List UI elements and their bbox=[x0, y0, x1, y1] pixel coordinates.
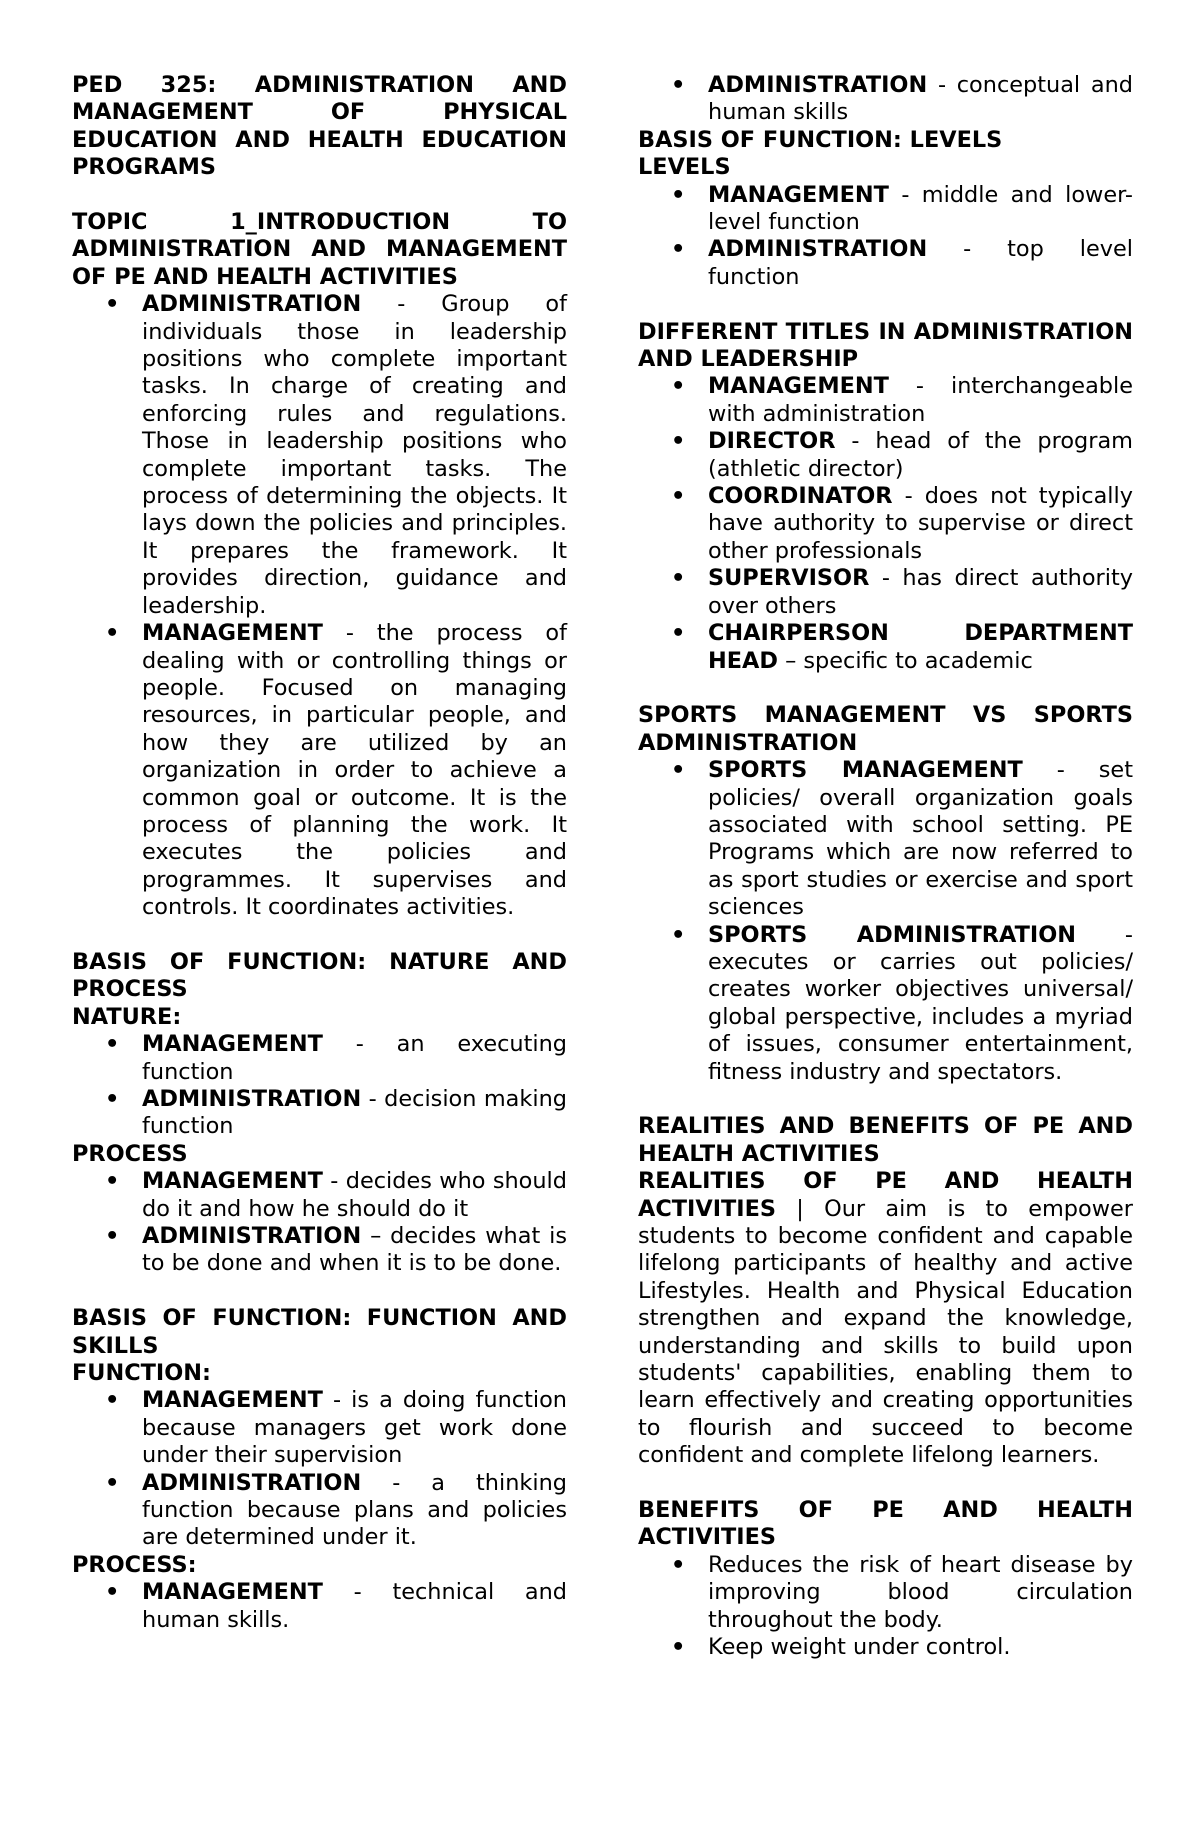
bullet-icon: • bbox=[671, 1634, 686, 1661]
bullet-icon: • bbox=[671, 236, 686, 263]
right-column bbox=[638, 72, 1133, 1662]
list-item: • ADMINISTRATION - top level function bbox=[671, 236, 1133, 290]
realities-paragraph: REALITIES OF PE AND HEALTH ACTIVITIES | Our aim is to empower students to become confident and capable lifelong participants of healthy and active Lifestyles. Health and Physical Education strengthen and expand the knowledge, understanding and skills to build upon students' capabilities, enabling them to learn effectively and creating opportunities to flourish and succeed to become confident and complete lifelong learners. bbox=[638, 1168, 1133, 1469]
bullet-icon: • bbox=[671, 565, 686, 592]
list-item: • DIRECTOR - head of the program (athletic director) bbox=[671, 428, 1133, 482]
topic-title: TOPIC 1_INTRODUCTION TO ADMINISTRATION AND MANAGEMENT OF PE AND HEALTH ACTIVITIES bbox=[72, 209, 567, 290]
list-item: • ADMINISTRATION - conceptual and human skills bbox=[671, 72, 1133, 126]
sports-list bbox=[638, 757, 1133, 1086]
list-item: • MANAGEMENT - technical and human skills. bbox=[105, 1579, 567, 1633]
bullet-icon: • bbox=[105, 1469, 120, 1496]
bullet-icon: • bbox=[105, 1168, 120, 1195]
subsection-label: PROCESS bbox=[72, 1140, 188, 1167]
bullet-icon: • bbox=[671, 72, 686, 98]
list-item: • MANAGEMENT - the process of dealing with or controlling things or people. Focused on managing resources, in particular people, and how they are utilized by an organization in order to achieve a common goal or outcome. It is the process of planning the work. It executes the policies and programmes. It supervises and controls. It coordinates activities. bbox=[105, 620, 567, 921]
list-item: • CHAIRPERSON DEPARTMENT HEAD – specific to academic bbox=[671, 620, 1133, 674]
list-item: • SUPERVISOR - has direct authority over others bbox=[671, 565, 1133, 619]
list-item: • ADMINISTRATION – decides what is to be done and when it is to be done. bbox=[105, 1223, 567, 1277]
bullet-icon: • bbox=[105, 1223, 120, 1250]
section-heading: BENEFITS OF PE AND HEALTH ACTIVITIES bbox=[638, 1497, 1133, 1551]
list-item: • SPORTS MANAGEMENT - set policies/ overall organization goals associated with school setting. PE Programs which are now referred to as sport studies or exercise and sport sciences bbox=[671, 757, 1133, 921]
list-item: • MANAGEMENT - interchangeable with administration bbox=[671, 373, 1133, 427]
bullet-icon: • bbox=[671, 1551, 686, 1578]
list-item: • Keep weight under control. bbox=[671, 1634, 1011, 1661]
titles-list bbox=[638, 373, 1133, 674]
process2-list bbox=[72, 1579, 567, 1634]
list-item: • SPORTS ADMINISTRATION - executes or carries out policies/ creates worker objectives universal/ global perspective, includes a myriad of issues, consumer entertainment, fitness industry and spectators. bbox=[671, 921, 1133, 1085]
process2-continued-list bbox=[638, 72, 1133, 127]
process-list bbox=[72, 1168, 567, 1278]
bullet-icon: • bbox=[671, 428, 686, 455]
list-item: • ADMINISTRATION - decision making function bbox=[105, 1086, 567, 1140]
section-heading: BASIS OF FUNCTION: FUNCTION AND SKILLS bbox=[72, 1305, 567, 1359]
bullet-icon: • bbox=[671, 373, 686, 400]
levels-list bbox=[638, 182, 1133, 292]
bullet-icon: • bbox=[105, 620, 120, 647]
nature-list bbox=[72, 1031, 567, 1141]
left-column bbox=[72, 72, 567, 1634]
function-list bbox=[72, 1387, 567, 1551]
list-item: • COORDINATOR - does not typically have authority to supervise or direct other professionals bbox=[671, 483, 1133, 564]
bullet-icon: • bbox=[671, 483, 686, 510]
list-item: • MANAGEMENT - middle and lower-level function bbox=[671, 181, 1133, 236]
section-heading: SPORTS MANAGEMENT VS SPORTS ADMINISTRATION bbox=[638, 702, 1133, 756]
subsection-label: PROCESS: bbox=[72, 1551, 197, 1578]
subsection-label: FUNCTION: bbox=[72, 1360, 211, 1387]
list-item: • Reduces the risk of heart disease by improving blood circulation throughout the body. bbox=[671, 1551, 1133, 1633]
bullet-icon: • bbox=[671, 620, 686, 647]
bullet-icon: • bbox=[105, 1387, 120, 1414]
topic-list bbox=[72, 291, 567, 921]
list-item: • ADMINISTRATION - a thinking function because plans and policies are determined under it. bbox=[105, 1469, 567, 1551]
section-heading: BASIS OF FUNCTION: NATURE AND PROCESS bbox=[72, 948, 567, 1003]
list-item: • ADMINISTRATION - Group of individuals those in leadership positions who complete important tasks. In charge of creating and enforcing rules and regulations. Those in leadership positions who complete important tasks. The process of determining the objects. It lays down the policies and principles. It prepares the framework. It provides direction, guidance and leadership. bbox=[105, 291, 567, 619]
section-heading: DIFFERENT TITLES IN ADMINISTRATION AND LEADERSHIP bbox=[638, 318, 1133, 373]
bullet-icon: • bbox=[671, 181, 686, 208]
list-item: • MANAGEMENT - decides who should do it and how he should do it bbox=[105, 1168, 567, 1222]
bullet-icon: • bbox=[105, 1031, 120, 1058]
benefits-list bbox=[638, 1552, 1133, 1662]
subsection-label: NATURE: bbox=[72, 1003, 182, 1030]
subsection-label: LEVELS bbox=[638, 154, 731, 181]
list-item: • MANAGEMENT - an executing function bbox=[105, 1031, 567, 1085]
document-title: PED 325: ADMINISTRATION AND MANAGEMENT OF PHYSICAL EDUCATION AND HEALTH EDUCATION PROGRAMS bbox=[72, 72, 567, 181]
bullet-icon: • bbox=[105, 1579, 120, 1606]
bullet-icon: • bbox=[671, 757, 686, 784]
bullet-icon: • bbox=[105, 291, 120, 318]
section-heading: BASIS OF FUNCTION: LEVELS bbox=[638, 126, 1003, 153]
bullet-icon: • bbox=[105, 1086, 120, 1112]
section-heading: REALITIES AND BENEFITS OF PE AND HEALTH ACTIVITIES bbox=[638, 1113, 1133, 1167]
bullet-icon: • bbox=[671, 921, 686, 948]
list-item: • MANAGEMENT - is a doing function because managers get work done under their supervision bbox=[105, 1387, 567, 1469]
